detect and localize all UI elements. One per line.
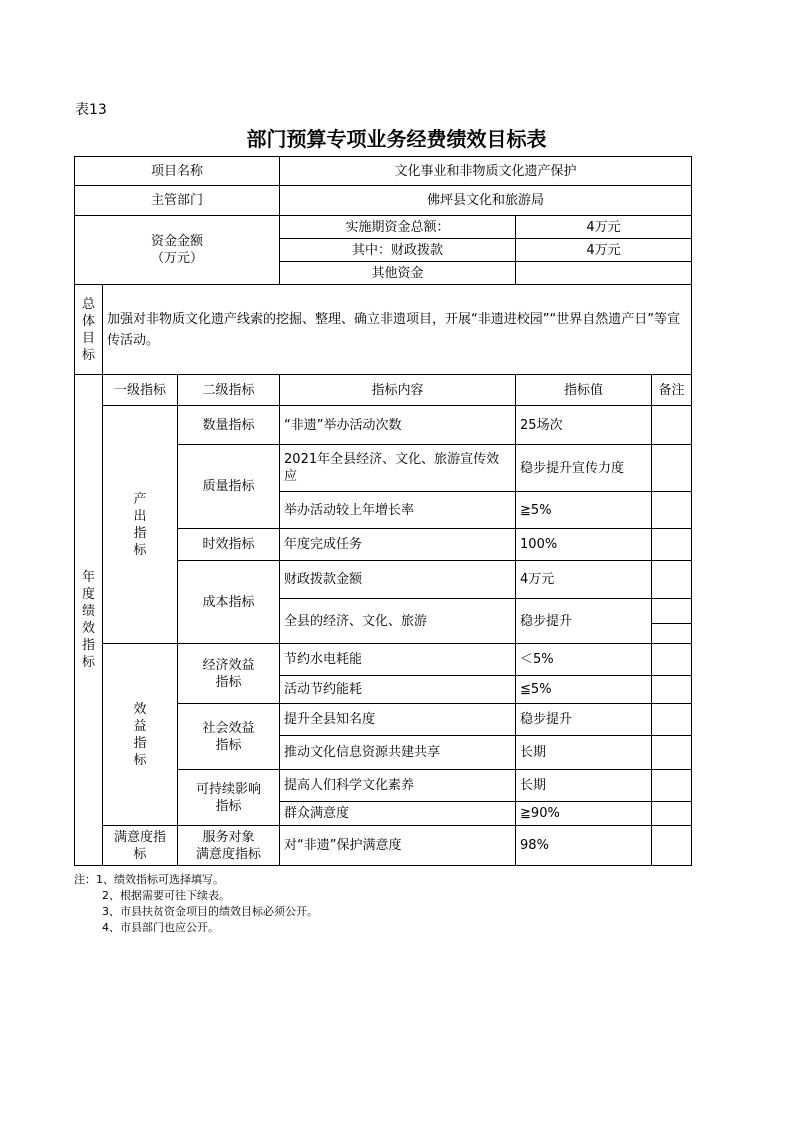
table-row-value: ≧5%	[516, 492, 652, 529]
header-content: 指标内容	[280, 375, 516, 406]
table-row-remark	[652, 704, 692, 736]
note-item: 注：1、绩效指标可选择填写。	[74, 873, 224, 886]
funds-total-label: 实施期资金总额：	[280, 216, 516, 239]
effect-indicator-label: 效 益 指 标	[103, 644, 178, 826]
sustain-indicator-label: 可持续影响 指标	[178, 770, 280, 826]
table-row-remark	[652, 644, 692, 676]
table-row-value: ≦5%	[516, 676, 652, 704]
table-row-value: 100%	[516, 529, 652, 561]
quality-indicator-label: 质量指标	[178, 445, 280, 529]
output-indicator-label: 产 出 指 标	[103, 406, 178, 644]
header-level2: 二级指标	[178, 375, 280, 406]
satisfaction-indicator-label: 满意度指 标	[103, 826, 178, 866]
table-row-remark	[652, 624, 692, 644]
header-level1: 一级指标	[103, 375, 178, 406]
table-row-value: 长期	[516, 736, 652, 770]
table-row-content: 活动节约能耗	[280, 676, 516, 704]
table-row-remark	[652, 599, 692, 624]
table-row-remark	[652, 406, 692, 445]
header-remark: 备注	[652, 375, 692, 406]
social-indicator-label: 社会效益 指标	[178, 704, 280, 770]
dept-value: 佛坪县文化和旅游局	[280, 186, 692, 216]
table-row-content: 举办活动较上年增长率	[280, 492, 516, 529]
table-row-value: 98%	[516, 826, 652, 866]
service-satisfaction-label: 服务对象 满意度指标	[178, 826, 280, 866]
table-row-content: 对“非遗”保护满意度	[280, 826, 516, 866]
header-value: 指标值	[516, 375, 652, 406]
table-row-value: 长期	[516, 770, 652, 802]
table-row-remark	[652, 529, 692, 561]
notes	[74, 872, 318, 936]
table-row-value: 4万元	[516, 561, 652, 599]
table-row-value: 25场次	[516, 406, 652, 445]
funds-fiscal-value: 4万元	[516, 239, 692, 262]
economic-indicator-label: 经济效益 指标	[178, 644, 280, 704]
table-row-remark	[652, 736, 692, 770]
project-name-value: 文化事业和非物质文化遗产保护	[280, 157, 692, 186]
table-row-remark	[652, 826, 692, 866]
overall-goal-text: 加强对非物质文化遗产线索的挖掘、整理、确立非遗项目，开展“非遗进校园”“世界自然遗产日”等宣传活动。	[103, 285, 692, 375]
table-number-label: 表13	[75, 102, 107, 118]
project-name-label: 项目名称	[75, 157, 280, 186]
dept-label: 主管部门	[75, 186, 280, 216]
table-row-remark	[652, 492, 692, 529]
performance-target-table	[74, 156, 692, 866]
table-row-value: ≧90%	[516, 802, 652, 826]
table-row-content: 提高人们科学文化素养	[280, 770, 516, 802]
cost-indicator-label: 成本指标	[178, 561, 280, 644]
table-row-value: 稳步提升	[516, 599, 652, 644]
table-row-content: 年度完成任务	[280, 529, 516, 561]
annual-indicator-label: 年 度 绩 效 指 标	[75, 375, 103, 866]
note-item: 3、市县扶贫资金项目的绩效目标必须公开。	[102, 905, 318, 918]
overall-goal-label: 总 体 目 标	[75, 285, 103, 375]
table-row-remark	[652, 676, 692, 704]
note-item: 2、根据需要可往下续表。	[102, 889, 230, 902]
funds-other-value	[516, 262, 692, 285]
table-row-value: 稳步提升宣传力度	[516, 445, 652, 492]
table-row-content: 2021年全县经济、文化、旅游宣传效应	[280, 445, 516, 492]
table-row-value: ＜5%	[516, 644, 652, 676]
note-item: 4、市县部门也应公开。	[102, 921, 219, 934]
table-row-content: 推动文化信息资源共建共享	[280, 736, 516, 770]
table-row-value: 稳步提升	[516, 704, 652, 736]
table-row-content: 财政拨款金额	[280, 561, 516, 599]
funds-total-value: 4万元	[516, 216, 692, 239]
table-row-content: “非遗”举办活动次数	[280, 406, 516, 445]
table-row-remark	[652, 802, 692, 826]
table-row-content: 节约水电耗能	[280, 644, 516, 676]
table-row-remark	[652, 445, 692, 492]
timeliness-indicator-label: 时效指标	[178, 529, 280, 561]
table-row-remark	[652, 561, 692, 599]
quantity-indicator-label: 数量指标	[178, 406, 280, 445]
table-row-remark	[652, 770, 692, 802]
table-row-content: 群众满意度	[280, 802, 516, 826]
page-title: 部门预算专项业务经费绩效目标表	[246, 127, 547, 151]
funds-label: 资金金额 （万元）	[75, 216, 280, 285]
table-row-content: 提升全县知名度	[280, 704, 516, 736]
funds-other-label: 其他资金	[280, 262, 516, 285]
table-row-content: 全县的经济、文化、旅游	[280, 599, 516, 644]
funds-fiscal-label: 其中：财政拨款	[280, 239, 516, 262]
